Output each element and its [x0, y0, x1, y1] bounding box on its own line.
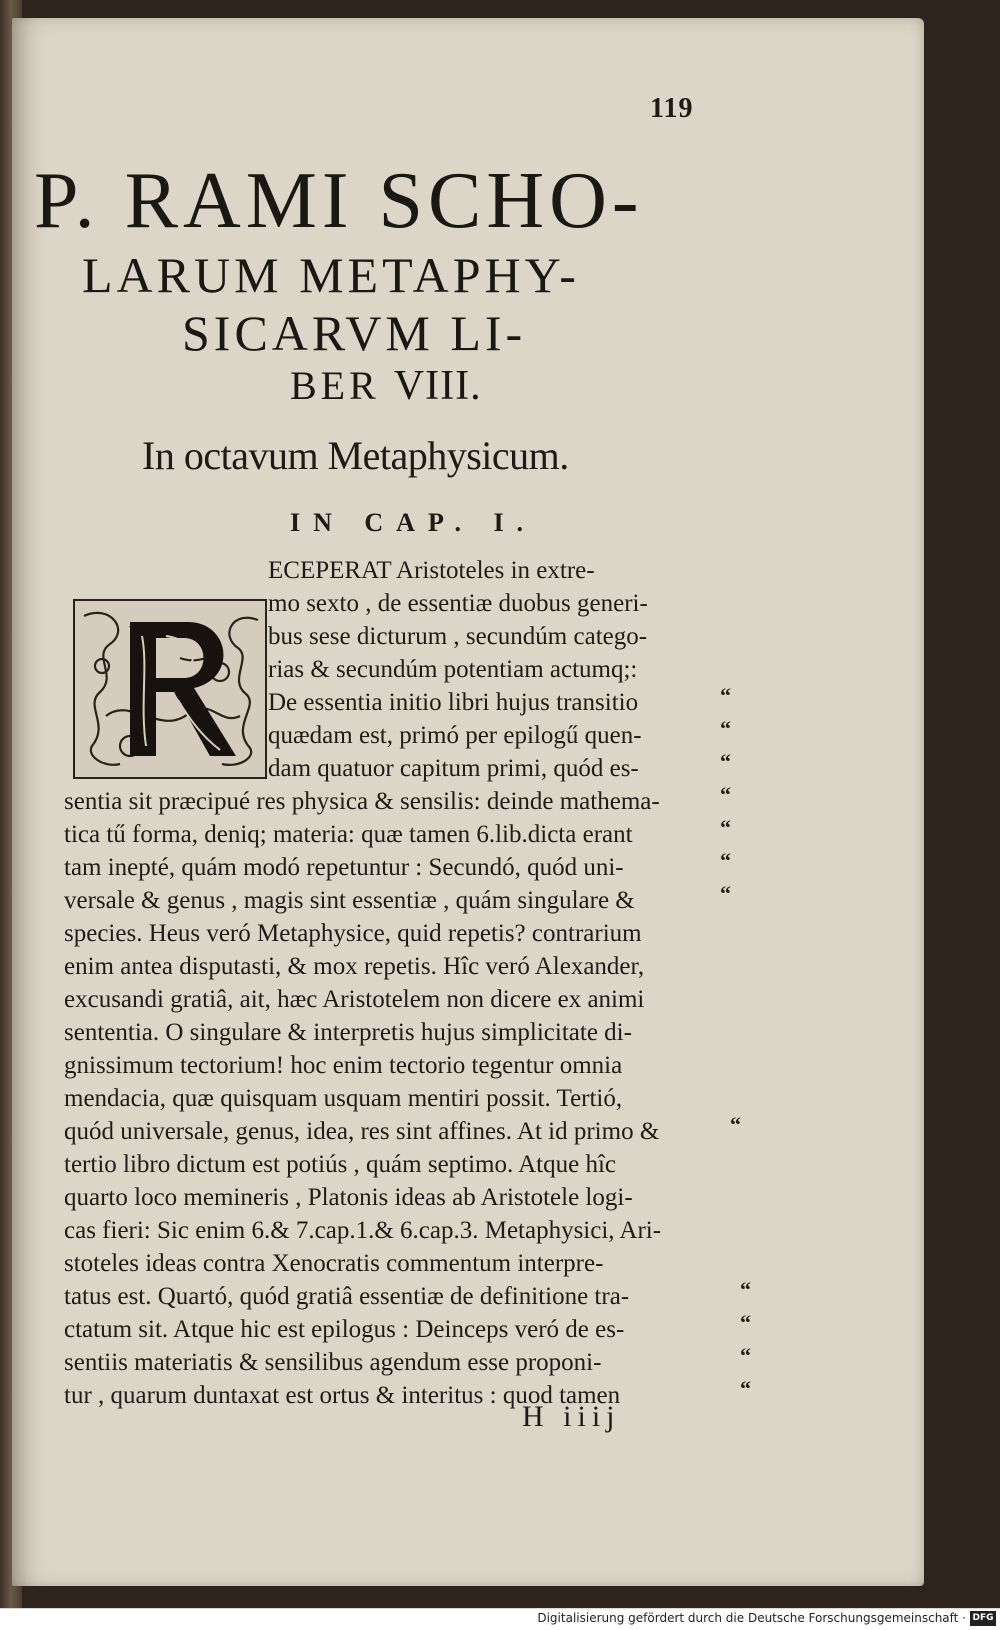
title-line-3: SICARVM LI-: [182, 305, 527, 361]
body-line-17: mendacia, quæ quisquam usquam mentiri possit. Tertió,: [64, 1085, 623, 1112]
body-line-10: tam inepté, quám modó repetuntur : Secundó, quód uni-: [64, 854, 624, 881]
body-line-26: tur , quarum duntaxat est ortus & interitus : quod tamen: [64, 1382, 621, 1409]
quote-mark: “: [720, 683, 731, 708]
body-line-7: dam quatuor capitum primi, quód es-: [268, 755, 639, 782]
body-line-24: ctatum sit. Atque hic est epilogus : Deinceps veró de es-: [64, 1316, 625, 1343]
body-line-25: sentiis materiatis & sensilibus agendum esse proponi-: [64, 1349, 602, 1376]
body-line-9: tica tű forma, deniq; materia: quæ tamen 6.lib.dicta erant: [64, 821, 633, 848]
body-line-6: quædam est, primó per epilogű quen-: [268, 722, 642, 749]
book-numeral: VIII.: [393, 363, 482, 409]
body-line-1: ECEPERAT Aristoteles in extre-: [268, 557, 595, 584]
decorated-initial-r-icon: [70, 596, 270, 782]
body-line-5: De essentia initio libri hujus transitio: [268, 689, 639, 716]
quote-mark: “: [720, 881, 731, 906]
title-line-4: [290, 362, 482, 410]
quote-mark: “: [720, 782, 731, 807]
body-line-2: mo sexto , de essentiæ duobus generi-: [268, 590, 648, 617]
quote-mark: “: [720, 815, 731, 840]
quote-mark: “: [720, 749, 731, 774]
quote-mark: “: [740, 1277, 751, 1302]
title-line-4-prefix: BER: [290, 363, 380, 408]
body-line-16: gnissimum tectorium! hoc enim tectorio tegentur omnia: [64, 1052, 623, 1079]
body-line-12: species. Heus veró Metaphysice, quid repetis? contrarium: [64, 920, 642, 947]
body-line-8: sentia sit præcipué res physica & sensilis: deinde mathema-: [64, 788, 660, 815]
quote-mark: “: [720, 716, 731, 741]
footer-credit: Digitalisierung gefördert durch die Deutsche Forschungsgemeinschaft ·: [537, 1611, 966, 1625]
body-line-19: tertio libro dictum est potiús , quám septimo. Atque hîc: [64, 1151, 617, 1178]
body-line-20: quarto loco memineris , Platonis ideas ab Aristotele logi-: [64, 1184, 633, 1211]
footer-bar: [0, 1608, 1000, 1630]
signature-mark: H iiij: [522, 1400, 621, 1433]
body-line-4: rias & secundúm potentiam actumq;:: [268, 656, 638, 683]
dfg-logo-icon: DFG: [970, 1611, 996, 1626]
quote-mark: “: [740, 1376, 751, 1401]
body-line-15: sententia. O singulare & interpretis hujus simplicitate di-: [64, 1019, 632, 1046]
title-line-2: LARUM METAPHY-: [82, 247, 580, 303]
body-line-18: quód universale, genus, idea, res sint affines. At id primo &: [64, 1118, 660, 1145]
quote-mark: “: [720, 848, 731, 873]
quote-mark: “: [730, 1112, 741, 1137]
title-line-1: P. RAMI SCHO-: [34, 157, 644, 245]
quote-mark: “: [740, 1343, 751, 1368]
book-page: [12, 18, 924, 1586]
body-line-23: tatus est. Quartó, quód gratiâ essentiæ de definitione tra-: [64, 1283, 630, 1310]
page-number: 119: [650, 93, 694, 124]
subtitle: In octavum Metaphysicum.: [142, 433, 569, 478]
body-line-22: stoteles ideas contra Xenocratis commentum interpre-: [64, 1250, 604, 1277]
quote-mark: “: [740, 1310, 751, 1335]
body-line-14: excusandi gratiâ, ait, hæc Aristotelem non dicere ex animi: [64, 986, 645, 1013]
body-line-21: cas fieri: Sic enim 6.& 7.cap.1.& 6.cap.3. Metaphysici, Ari-: [64, 1217, 662, 1244]
body-line-3: bus sese dicturum , secundúm catego-: [268, 623, 648, 650]
body-line-13: enim antea disputasti, & mox repetis. Hîc veró Alexander,: [64, 953, 645, 980]
chapter-heading: IN CAP. I.: [290, 508, 537, 537]
body-line-11: versale & genus , magis sint essentiæ , quám singulare &: [64, 887, 635, 914]
